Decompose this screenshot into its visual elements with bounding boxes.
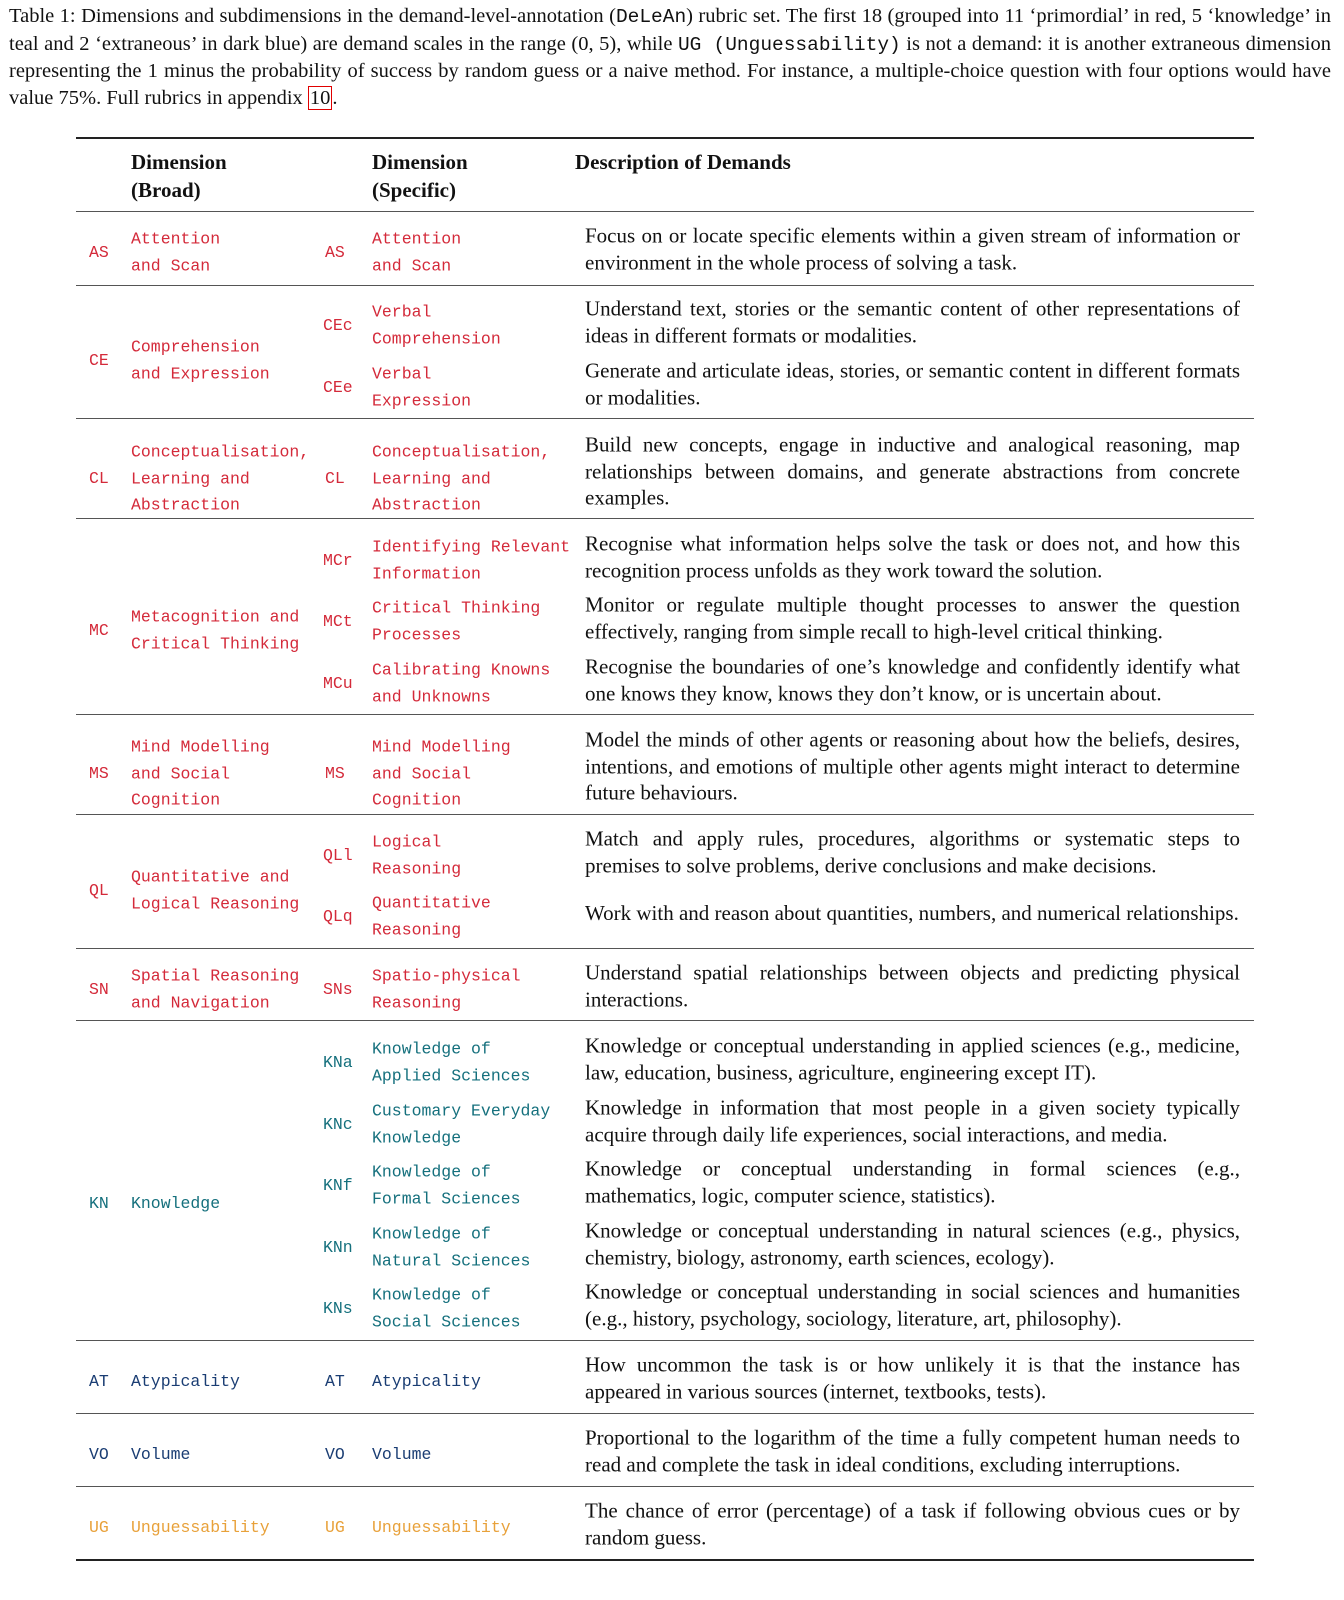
desc-as: Focus on or locate specific elements within a given stream of information or environment in the whole process of solving a task. <box>585 223 1240 274</box>
specific-abbr-as: AS <box>325 242 345 262</box>
broad-name-cl: Conceptualisation, Learning and Abstraction <box>131 442 310 515</box>
specific-name-vo: Volume <box>372 1444 432 1464</box>
specific-name-knn: Knowledge of Natural Sciences <box>372 1224 531 1270</box>
broad-abbr-vo: VO <box>89 1444 109 1464</box>
specific-abbr-qlq: QLq <box>323 906 353 926</box>
desc-cl: Build new concepts, engage in inductive and analogical reasoning, map relationships between domains, and generate abstractions from concrete examples. <box>585 432 1240 510</box>
row-divider <box>76 1340 1254 1341</box>
specific-name-at: Atypicality <box>372 1371 481 1391</box>
desc-kns: Knowledge or conceptual understanding in social sciences and humanities (e.g., history, psychology, sociology, literature, art, philosophy). <box>585 1279 1240 1330</box>
specific-abbr-knc: KNc <box>323 1114 353 1134</box>
desc-kna: Knowledge or conceptual understanding in applied sciences (e.g., medicine, law, education, business, agriculture, engineering except IT). <box>585 1033 1240 1084</box>
desc-cec: Understand text, stories or the semantic content of other representations of ideas in different formats or modalities. <box>585 296 1240 347</box>
specific-abbr-vo: VO <box>325 1444 345 1464</box>
specific-abbr-knf: KNf <box>323 1175 353 1195</box>
desc-at: How uncommon the task is or how unlikely it is that the instance has appeared in various sources (internet, textbooks, tests). <box>585 1352 1240 1403</box>
specific-abbr-ug: UG <box>325 1517 345 1537</box>
broad-name-kn: Knowledge <box>131 1193 221 1213</box>
broad-name-ug: Unguessability <box>131 1517 270 1537</box>
row-divider <box>76 948 1254 949</box>
specific-name-knc: Customary Everyday Knowledge <box>372 1101 551 1147</box>
specific-name-mcu: Calibrating Knowns and Unknowns <box>372 660 551 706</box>
specific-name-kna: Knowledge of Applied Sciences <box>372 1039 531 1085</box>
broad-abbr-kn: KN <box>89 1193 109 1213</box>
specific-abbr-at: AT <box>325 1371 345 1391</box>
specific-name-cec: Verbal Comprehension <box>372 302 501 348</box>
specific-abbr-cee: CEe <box>323 377 353 397</box>
specific-name-sns: Spatio-physical Reasoning <box>372 966 521 1012</box>
row-divider <box>76 418 1254 419</box>
specific-abbr-mct: MCt <box>323 611 353 631</box>
broad-abbr-sn: SN <box>89 979 109 999</box>
desc-vo: Proportional to the logarithm of the time a fully competent human needs to read and complete the task in ideal conditions, excluding interruptions. <box>585 1425 1240 1476</box>
broad-name-at: Atypicality <box>131 1371 240 1391</box>
broad-name-vo: Volume <box>131 1444 191 1464</box>
broad-abbr-ql: QL <box>89 880 109 900</box>
specific-abbr-knn: KNn <box>323 1237 353 1257</box>
specific-name-as: Attention and Scan <box>372 229 462 275</box>
specific-name-ug: Unguessability <box>372 1517 511 1537</box>
specific-abbr-cl: CL <box>325 468 345 488</box>
specific-name-knf: Knowledge of Formal Sciences <box>372 1162 521 1208</box>
broad-abbr-ce: CE <box>89 350 109 370</box>
specific-abbr-mcr: MCr <box>323 550 353 570</box>
broad-abbr-ug: UG <box>89 1517 109 1537</box>
broad-name-ql: Quantitative and Logical Reasoning <box>131 867 300 913</box>
specific-abbr-kns: KNs <box>323 1298 353 1318</box>
broad-abbr-ms: MS <box>89 763 109 783</box>
bottom-rule <box>76 1559 1254 1561</box>
specific-abbr-kna: KNa <box>323 1052 353 1072</box>
desc-cee: Generate and articulate ideas, stories, or semantic content in different formats or modalities. <box>585 358 1240 409</box>
broad-name-sn: Spatial Reasoning and Navigation <box>131 966 300 1012</box>
specific-abbr-mcu: MCu <box>323 673 353 693</box>
desc-qll: Match and apply rules, procedures, algorithms or systematic steps to premises to solve problems, derive conclusions and make decisions. <box>585 826 1240 877</box>
header-rule <box>76 211 1254 212</box>
broad-abbr-as: AS <box>89 242 109 262</box>
specific-name-kns: Knowledge of Social Sciences <box>372 1285 521 1331</box>
header-specific: Dimension (Specific) <box>372 150 468 202</box>
desc-knf: Knowledge or conceptual understanding in formal sciences (e.g., mathematics, logic, computer science, statistics). <box>585 1156 1240 1207</box>
desc-knn: Knowledge or conceptual understanding in natural sciences (e.g., physics, chemistry, biology, astronomy, earth sciences, ecology). <box>585 1218 1240 1269</box>
specific-abbr-ms: MS <box>325 763 345 783</box>
row-divider <box>76 1413 1254 1414</box>
row-divider <box>76 1020 1254 1021</box>
specific-name-cl: Conceptualisation, Learning and Abstraction <box>372 442 551 515</box>
desc-sns: Understand spatial relationships between objects and predicting physical interactions. <box>585 960 1240 1011</box>
specific-name-qlq: Quantitative Reasoning <box>372 893 491 939</box>
header-broad: Dimension (Broad) <box>131 150 227 202</box>
broad-name-ce: Comprehension and Expression <box>131 337 270 383</box>
table-caption: Table 1: Dimensions and subdimensions in the demand-level-annotation (DeLeAn) rubric set. The first 18 (grouped into 11 ‘primordial’ in red, 5 ‘knowledge’ in teal and 2 ‘extraneous’ in dark blue) are demand scales in the range (0, 5), while UG (Unguessability) is not a demand: it is another extraneous dimension representing the 1 minus the probability of success by random guess or a naive method. For instance, a multiple-choice question with four options would have value 75%. Full rubrics in appendix 10. <box>9 5 1331 109</box>
broad-abbr-mc: MC <box>89 620 109 640</box>
desc-ms: Model the minds of other agents or reasoning about how the beliefs, desires, intentions, and emotions of multiple other agents might interact to determine future behaviours. <box>585 727 1240 805</box>
desc-mcr: Recognise what information helps solve the task or does not, and how this recognition process unfolds as they work toward the solution. <box>585 531 1240 582</box>
specific-abbr-cec: CEc <box>323 315 353 335</box>
row-divider <box>76 285 1254 286</box>
desc-mct: Monitor or regulate multiple thought processes to answer the question effectively, ranging from simple recall to high-level critical thinking. <box>585 592 1240 643</box>
header-description: Description of Demands <box>575 150 791 174</box>
specific-abbr-sns: SNs <box>323 979 353 999</box>
specific-name-cee: Verbal Expression <box>372 364 472 410</box>
desc-qlq: Work with and reason about quantities, numbers, and numerical relationships. <box>585 900 1239 925</box>
row-divider <box>76 1486 1254 1487</box>
broad-abbr-cl: CL <box>89 468 109 488</box>
specific-name-mct: Critical Thinking Processes <box>372 598 541 644</box>
desc-mcu: Recognise the boundaries of one’s knowledge and confidently identify what one knows they know, knows they don’t know, or is uncertain about. <box>585 654 1240 705</box>
specific-name-mcr: Identifying Relevant Information <box>372 537 571 583</box>
broad-abbr-at: AT <box>89 1371 109 1391</box>
row-divider <box>76 814 1254 815</box>
top-rule <box>76 137 1254 139</box>
desc-knc: Knowledge in information that most people in a given society typically acquire through daily life experiences, social interactions, and media. <box>585 1095 1240 1146</box>
broad-name-as: Attention and Scan <box>131 229 221 275</box>
specific-abbr-qll: QLl <box>323 845 353 865</box>
specific-name-ms: Mind Modelling and Social Cognition <box>372 737 511 810</box>
broad-name-mc: Metacognition and Critical Thinking <box>131 607 300 653</box>
broad-name-ms: Mind Modelling and Social Cognition <box>131 737 270 810</box>
appendix-ref-link[interactable]: 10 <box>309 86 331 109</box>
desc-ug: The chance of error (percentage) of a task if following obvious cues or by random guess. <box>585 1498 1240 1549</box>
specific-name-qll: Logical Reasoning <box>372 832 462 878</box>
row-divider <box>76 714 1254 715</box>
